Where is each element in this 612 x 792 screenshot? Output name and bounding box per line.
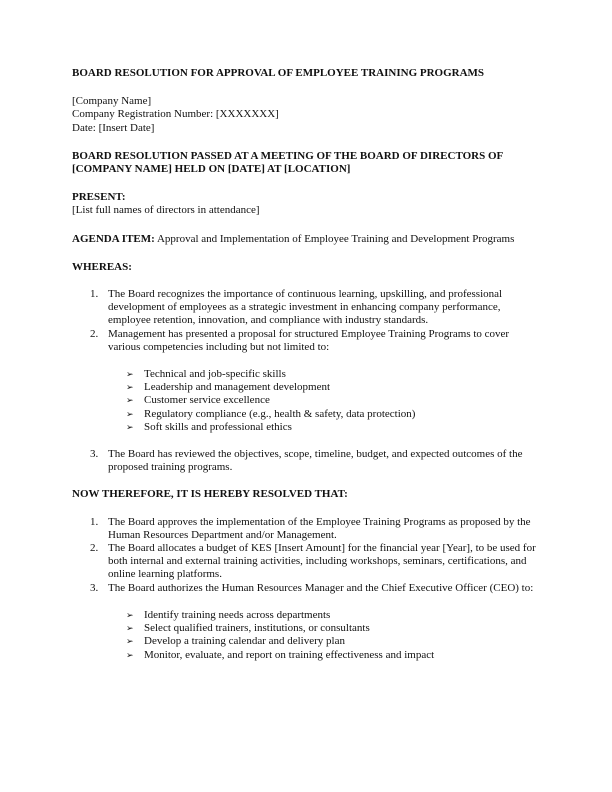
list-number: 1. xyxy=(90,288,99,301)
arrowhead-bullet-icon: ➢ xyxy=(126,609,134,620)
list-number: 1. xyxy=(90,515,99,528)
bullet-item xyxy=(72,368,542,381)
list-item xyxy=(72,516,542,542)
present-label: PRESENT: xyxy=(72,191,126,204)
list-text: The Board allocates a budget of KES [Insert Amount] for the financial year [Year], to be used for both internal and external training activities, including workshops, seminars, certifications, and online learning platforms. xyxy=(108,542,536,581)
bullet-text: Select qualified trainers, institutions, or consultants xyxy=(144,622,370,635)
agenda-text: Approval and Implementation of Employee Training and Development Programs xyxy=(156,232,515,245)
bullet-text: Customer service excellence xyxy=(144,394,270,407)
bullet-item xyxy=(72,635,542,648)
bullet-text: Leadership and management development xyxy=(144,381,331,394)
document-title: BOARD RESOLUTION FOR APPROVAL OF EMPLOYEE TRAINING PROGRAMS xyxy=(72,67,485,79)
arrowhead-bullet-icon: ➢ xyxy=(126,623,134,634)
bullet-text: Identify training needs across departments xyxy=(144,608,331,621)
agenda-section xyxy=(72,233,542,246)
arrowhead-bullet-icon: ➢ xyxy=(126,408,134,419)
document-body xyxy=(72,67,542,662)
company-details xyxy=(72,95,542,135)
company-registration: Company Registration Number: [XXXXXXX] xyxy=(72,108,279,121)
resolution-heading: BOARD RESOLUTION PASSED AT A MEETING OF THE BOARD OF DIRECTORS OF [COMPANY NAME] HELD ON [DATE] AT [LOCATION] xyxy=(72,149,503,176)
list-number: 2. xyxy=(90,542,99,555)
present-section xyxy=(72,191,542,217)
list-item xyxy=(72,582,542,595)
list-text: Management has presented a proposal for structured Employee Training Programs to cover various competencies including but not limited to: xyxy=(108,327,510,353)
bullet-text: Monitor, evaluate, and report on training effectiveness and impact xyxy=(144,648,435,661)
whereas-list-continued xyxy=(72,448,542,474)
bullet-item xyxy=(72,609,542,622)
arrowhead-bullet-icon: ➢ xyxy=(126,649,134,660)
bullet-text: Regulatory compliance (e.g., health & safety, data protection) xyxy=(144,407,416,420)
bullet-item xyxy=(72,622,542,635)
arrowhead-bullet-icon: ➢ xyxy=(126,636,134,647)
arrowhead-bullet-icon: ➢ xyxy=(126,382,134,393)
bullet-item xyxy=(72,421,542,434)
bullet-item xyxy=(72,649,542,662)
list-item xyxy=(72,542,542,582)
resolved-list xyxy=(72,516,542,595)
present-text: [List full names of directors in attendance] xyxy=(72,204,260,217)
list-item xyxy=(72,328,542,354)
list-number: 3. xyxy=(90,581,99,594)
spacer xyxy=(72,434,542,448)
spacer xyxy=(72,595,542,609)
bullet-item xyxy=(72,381,542,394)
list-item xyxy=(72,448,542,474)
arrowhead-bullet-icon: ➢ xyxy=(126,369,134,380)
bullet-text: Soft skills and professional ethics xyxy=(144,420,292,433)
whereas-heading: WHEREAS: xyxy=(72,260,132,273)
resolved-heading: NOW THEREFORE, IT IS HEREBY RESOLVED THAT: xyxy=(72,488,348,501)
arrowhead-bullet-icon: ➢ xyxy=(126,395,134,406)
bullet-item xyxy=(72,394,542,407)
list-text: The Board approves the implementation of the Employee Training Programs as proposed by the Human Resources Department and/or Management. xyxy=(108,515,531,541)
spacer xyxy=(72,474,542,488)
list-number: 2. xyxy=(90,327,99,340)
spacer xyxy=(72,354,542,368)
bullet-text: Technical and job-specific skills xyxy=(144,368,286,381)
authorization-list xyxy=(72,609,542,662)
list-text: The Board has reviewed the objectives, scope, timeline, budget, and expected outcomes of the proposed training programs. xyxy=(108,448,523,474)
bullet-item xyxy=(72,408,542,421)
list-text: The Board authorizes the Human Resources Manager and the Chief Executive Officer (CEO) to: xyxy=(108,581,534,594)
whereas-list xyxy=(72,288,542,354)
competency-list xyxy=(72,368,542,434)
arrowhead-bullet-icon: ➢ xyxy=(126,421,134,432)
list-number: 3. xyxy=(90,448,99,461)
list-text: The Board recognizes the importance of continuous learning, upskilling, and professional development of employees as a strategic investment in enhancing company performance, employee retention, innovation, and compliance with industry standards. xyxy=(108,288,503,327)
resolution-date: Date: [Insert Date] xyxy=(72,121,155,134)
bullet-text: Develop a training calendar and delivery plan xyxy=(144,635,345,648)
agenda-label: AGENDA ITEM: xyxy=(72,232,155,245)
company-name: [Company Name] xyxy=(72,95,152,108)
list-item xyxy=(72,288,542,328)
